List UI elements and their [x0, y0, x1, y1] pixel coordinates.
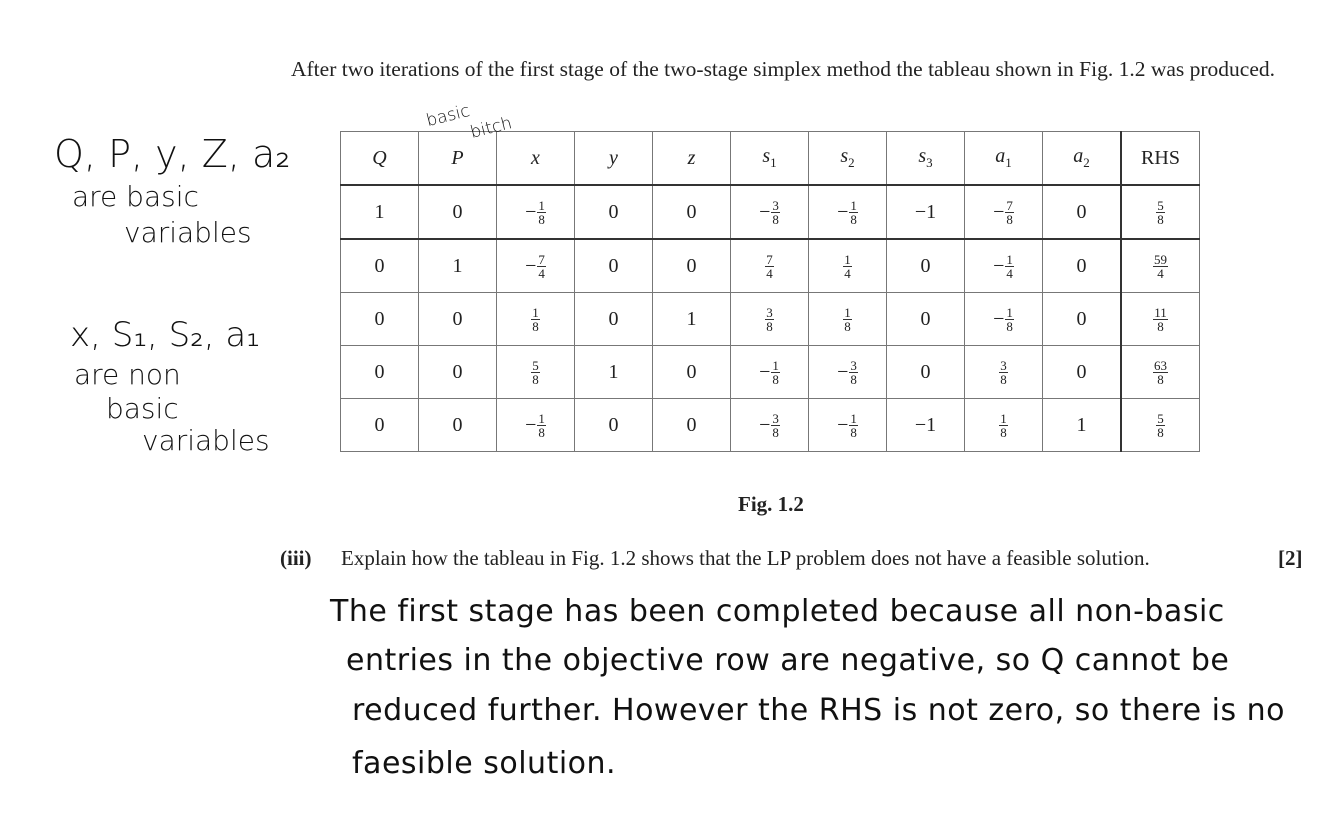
rhs-cell: $\frac{59}{4}$ [1121, 239, 1200, 293]
header-var [762, 145, 777, 170]
tableau-cell: 0 [887, 293, 965, 346]
tableau-row [341, 399, 1200, 452]
tableau-cell: $\frac{1}{8}$ [497, 293, 575, 346]
header-subscript: 2 [1083, 155, 1090, 170]
tableau-cell: 0 [1043, 239, 1122, 293]
tableau-row [341, 346, 1200, 399]
tableau-cell: −1 [887, 185, 965, 239]
tableau-cell: 0 [887, 346, 965, 399]
header-var-name: a [1073, 145, 1084, 167]
tableau-header-row [341, 132, 1200, 186]
tableau-cell: 0 [1043, 293, 1122, 346]
header-subscript: 1 [770, 155, 777, 170]
tableau-cell: − $\frac{7}{4}$ [497, 239, 575, 293]
header-cell [887, 132, 965, 186]
figure-caption: Fig. 1.2 [738, 492, 804, 516]
tableau-cell: $\frac{3}{8}$ [965, 346, 1043, 399]
tableau-cell: − $\frac{1}{8}$ [965, 293, 1043, 346]
header-subscript: 2 [848, 155, 855, 170]
tableau-cell: 0 [575, 239, 653, 293]
answer-line-3: reduced further. However the RHS is not zero, so there is no [352, 693, 1286, 728]
tableau-cell: 1 [653, 293, 731, 346]
tableau-row [341, 239, 1200, 293]
header-subscript: 3 [926, 155, 933, 170]
header-cell [497, 132, 575, 186]
tableau-cell: −1 [887, 399, 965, 452]
handwritten-nonbasic-line-2: basic [106, 392, 179, 425]
tableau-cell: 0 [575, 185, 653, 239]
tableau-cell: 0 [341, 399, 419, 452]
tableau-cell: $\frac{7}{4}$ [731, 239, 809, 293]
tableau-cell: 0 [575, 399, 653, 452]
tableau-cell: − $\frac{1}{8}$ [809, 399, 887, 452]
tableau-cell: 0 [419, 185, 497, 239]
tableau-cell: − $\frac{1}{4}$ [965, 239, 1043, 293]
rhs-cell: $\frac{11}{8}$ [1121, 293, 1200, 346]
header-var [995, 145, 1012, 170]
tableau-cell: − $\frac{7}{8}$ [965, 185, 1043, 239]
answer-line-1: The first stage has been completed because all non-basic [330, 594, 1225, 629]
header-cell [1043, 132, 1122, 186]
tableau-cell: 0 [341, 293, 419, 346]
question-text: Explain how the tableau in Fig. 1.2 shows that the LP problem does not have a feasible solution. [341, 546, 1150, 570]
intro-text: After two iterations of the first stage of the two-stage simplex method the tableau shown in Fig. 1.2 was produced. [291, 57, 1276, 81]
tableau-row [341, 293, 1200, 346]
tableau-cell: $\frac{1}{4}$ [809, 239, 887, 293]
question-label: (iii) [280, 546, 312, 570]
tableau-cell: − $\frac{1}{8}$ [497, 185, 575, 239]
header-cell [809, 132, 887, 186]
tableau-cell: 1 [1043, 399, 1122, 452]
tableau-cell: 0 [887, 239, 965, 293]
header-subscript: 1 [1005, 155, 1012, 170]
tableau-cell: 0 [419, 346, 497, 399]
tableau-cell: 0 [653, 239, 731, 293]
tableau-cell: $\frac{5}{8}$ [497, 346, 575, 399]
tableau-cell: 0 [653, 185, 731, 239]
header-var [918, 145, 933, 170]
handwritten-basic-line-1: are basic [72, 180, 199, 213]
handwritten-nonbasic-variables: x, S₁, S₂, a₁ [70, 315, 260, 355]
tableau-cell: $\frac{3}{8}$ [731, 293, 809, 346]
tableau-cell: 1 [419, 239, 497, 293]
tableau-cell: − $\frac{1}{8}$ [731, 346, 809, 399]
tableau-cell: 0 [341, 239, 419, 293]
header-var: z [687, 146, 696, 169]
header-var [840, 145, 855, 170]
tableau-cell: 0 [1043, 185, 1122, 239]
tableau-cell: 0 [341, 346, 419, 399]
header-var-name: s [762, 145, 771, 167]
objective-row [341, 185, 1200, 239]
tableau-cell: 1 [575, 346, 653, 399]
tableau-cell: 0 [653, 399, 731, 452]
handwritten-header-note-1: basic [424, 100, 472, 132]
tableau-cell: 0 [419, 293, 497, 346]
header-cell [731, 132, 809, 186]
tableau-cell: 0 [575, 293, 653, 346]
header-var-name: s [918, 145, 927, 167]
question-marks: [2] [1278, 546, 1303, 570]
tableau-cell: 0 [419, 399, 497, 452]
simplex-tableau [340, 131, 1200, 452]
header-var: x [531, 146, 540, 169]
answer-line-2: entries in the objective row are negative, so Q cannot be [346, 643, 1230, 678]
rhs-cell: $\frac{5}{8}$ [1121, 185, 1200, 239]
handwritten-nonbasic-line-1: are non [74, 358, 181, 391]
rhs-cell: $\frac{63}{8}$ [1121, 346, 1200, 399]
tableau-cell: 0 [1043, 346, 1122, 399]
header-var-name: a [995, 145, 1006, 167]
header-var: P [451, 146, 464, 169]
tableau-cell: $\frac{1}{8}$ [809, 293, 887, 346]
rhs-cell: $\frac{5}{8}$ [1121, 399, 1200, 452]
handwritten-header-note-2: bitch [468, 113, 515, 143]
tableau-cell: − $\frac{3}{8}$ [809, 346, 887, 399]
header-var-name: s [840, 145, 849, 167]
tableau-cell: − $\frac{1}{8}$ [809, 185, 887, 239]
header-var: y [609, 146, 618, 169]
header-cell [341, 132, 419, 186]
header-var: Q [372, 146, 387, 169]
handwritten-nonbasic-line-3: variables [142, 424, 270, 457]
tableau-cell: − $\frac{3}{8}$ [731, 185, 809, 239]
tableau-cell: − $\frac{1}{8}$ [497, 399, 575, 452]
header-var [1073, 145, 1090, 170]
header-cell-rhs: RHS [1121, 132, 1200, 186]
handwritten-basic-variables: Q, P, y, Z, a₂ [54, 132, 291, 176]
tableau-cell: 0 [653, 346, 731, 399]
answer-line-4: faesible solution. [352, 746, 617, 781]
tableau-cell: $\frac{1}{8}$ [965, 399, 1043, 452]
tableau-cell: 1 [341, 185, 419, 239]
header-cell [653, 132, 731, 186]
header-cell [965, 132, 1043, 186]
handwritten-basic-line-2: variables [124, 216, 252, 249]
header-cell [575, 132, 653, 186]
tableau-cell: − $\frac{3}{8}$ [731, 399, 809, 452]
